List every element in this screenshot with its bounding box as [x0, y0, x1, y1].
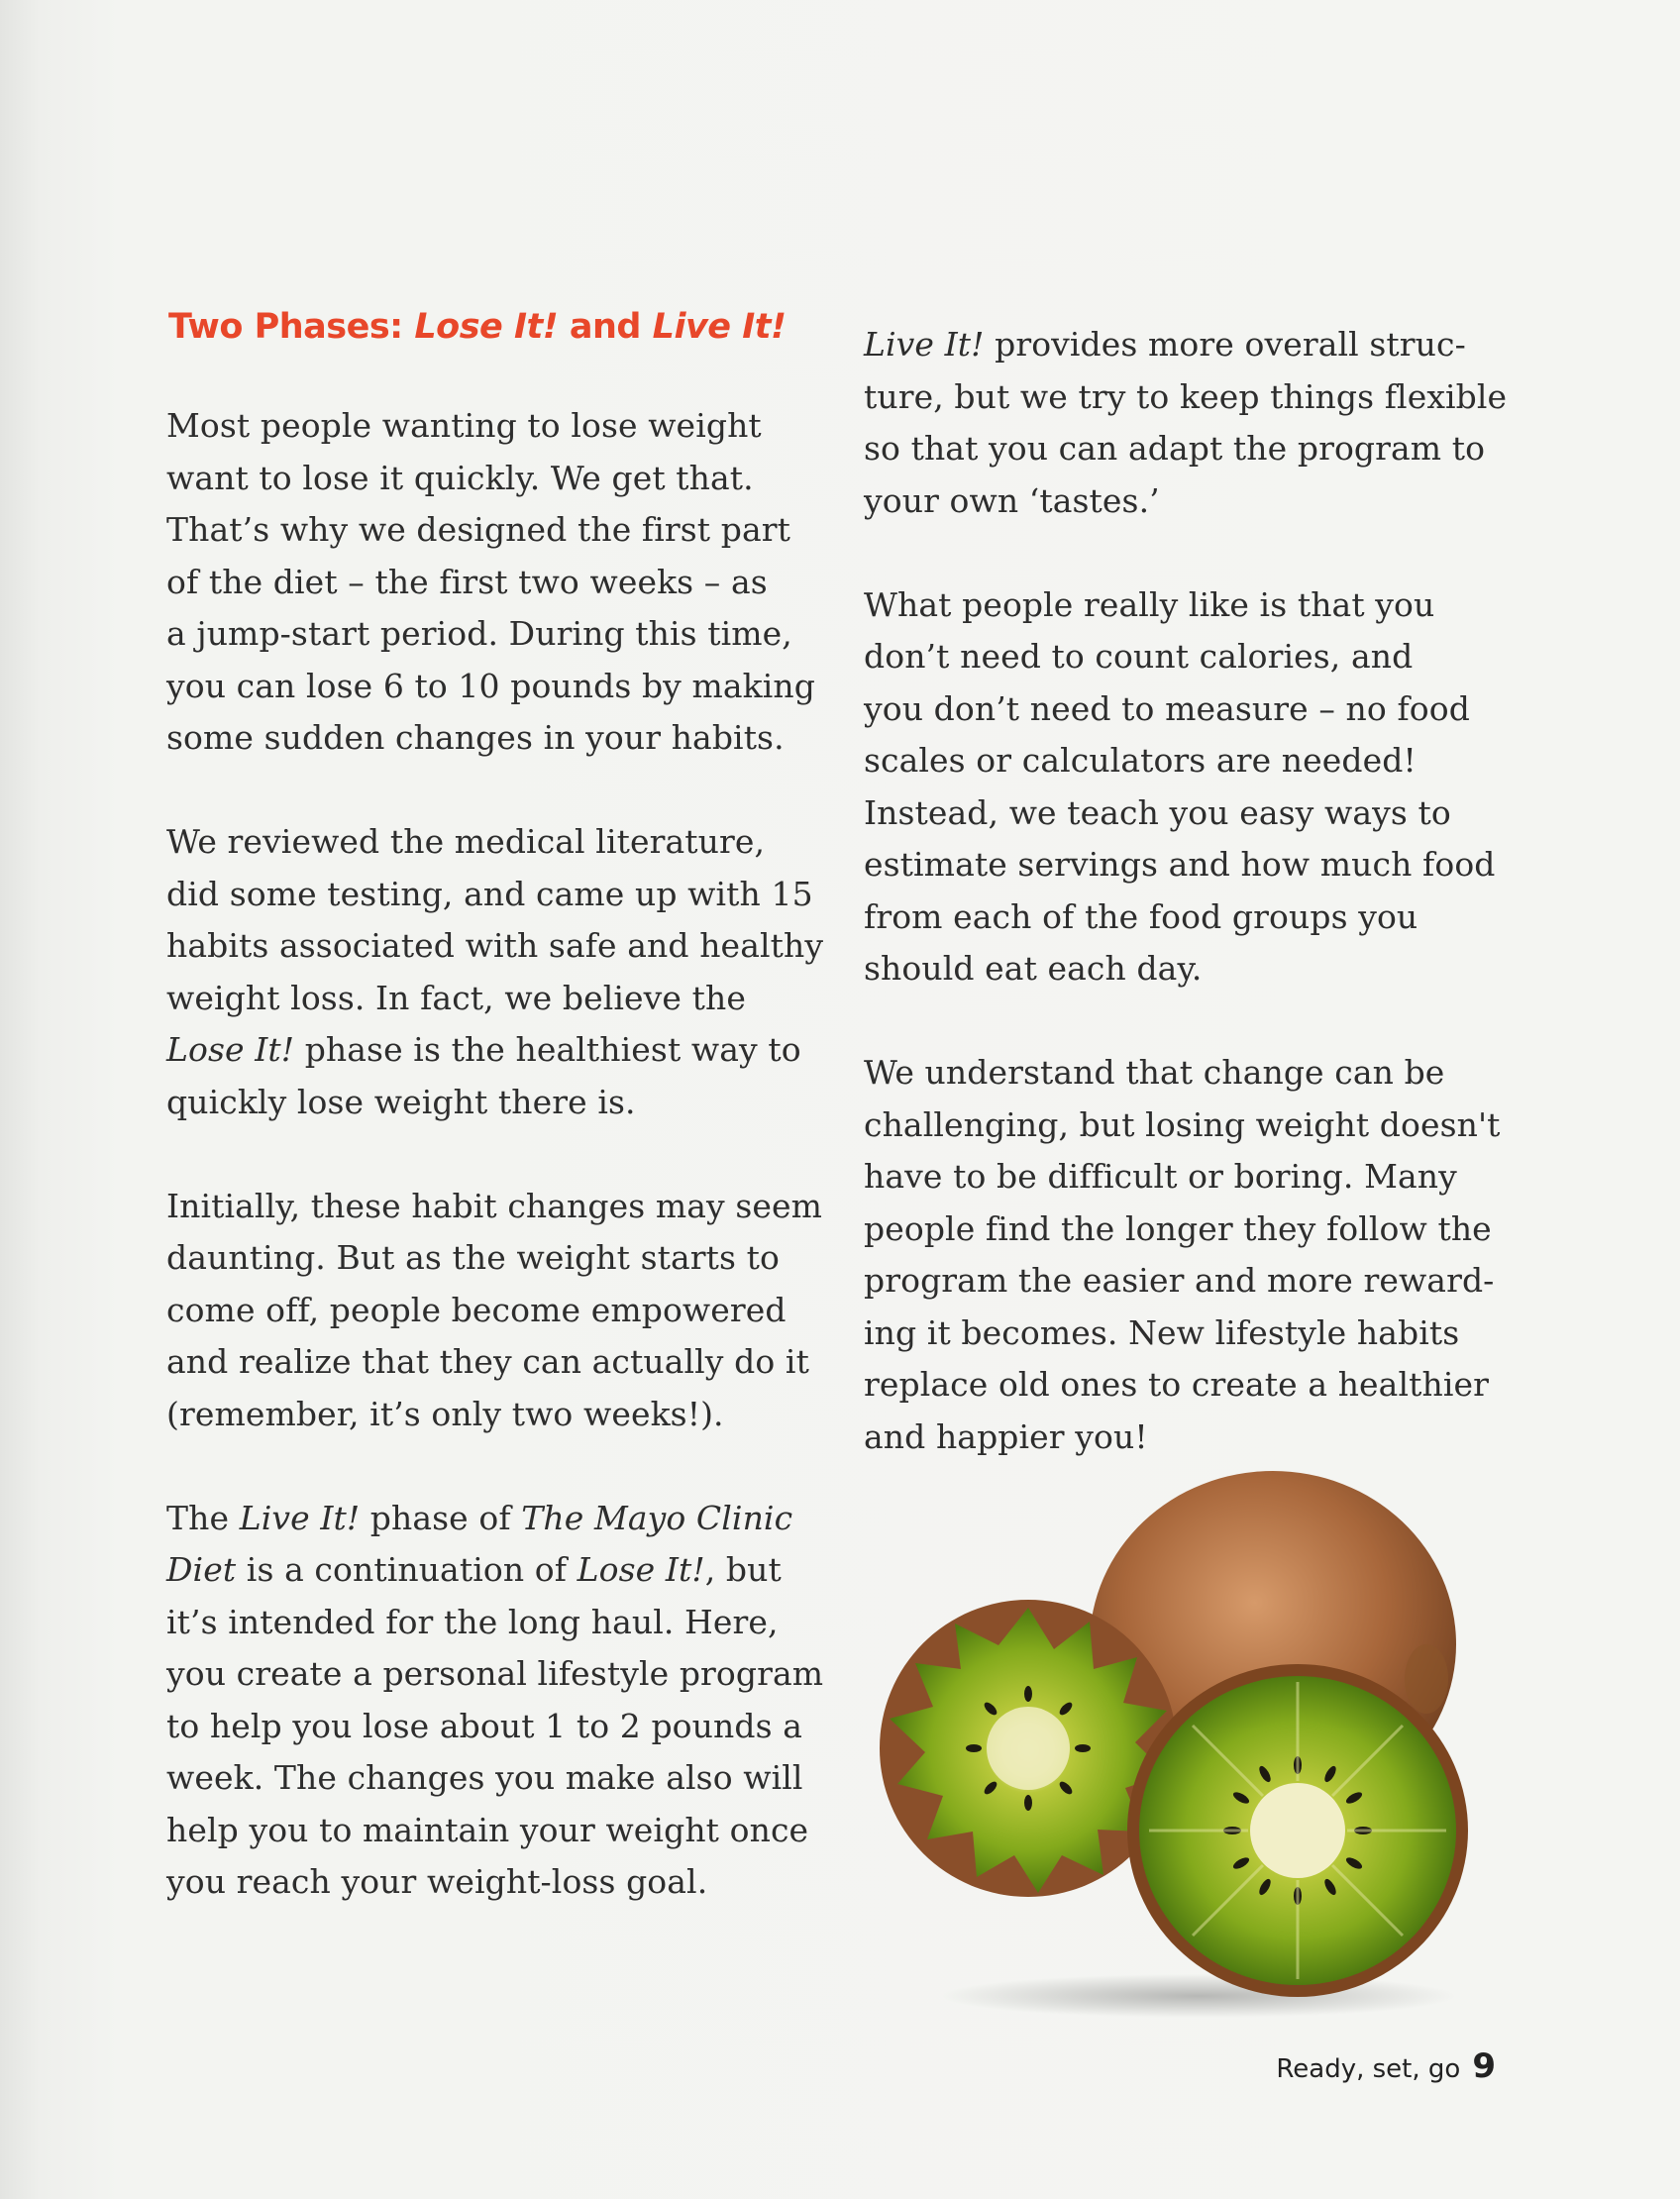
text-line: quickly lose weight there is.: [166, 1082, 636, 1121]
text-line: should eat each day.: [864, 949, 1203, 988]
text-line: a jump-start period. During this time,: [166, 614, 792, 653]
text-line: you create a personal lifestyle program: [166, 1654, 824, 1693]
text-line: [166, 1493, 830, 1545]
text-line: ing it becomes. New lifestyle habits: [864, 1312, 1460, 1352]
italic-book-title: The Mayo Clinic: [521, 1498, 793, 1537]
page-number: 9: [1472, 2046, 1496, 2086]
text-line: you don’t need to measure – no food: [864, 688, 1470, 728]
paragraph-live-it-structure: [864, 319, 1508, 527]
heading-prefix: Two Phases:: [168, 307, 415, 347]
italic-term: Lose It!: [577, 1550, 705, 1589]
right-column: [864, 319, 1508, 1516]
text-line: some sudden changes in your habits.: [166, 718, 785, 757]
paragraph-habit-changes: [166, 1181, 830, 1441]
text-line: daunting. But as the weight starts to: [166, 1238, 780, 1277]
text-line: replace old ones to create a healthier: [864, 1365, 1489, 1404]
text-line: to help you lose about 1 to 2 pounds a: [166, 1706, 802, 1745]
text-line: Instead, we teach you easy ways to: [864, 792, 1451, 832]
text-line: come off, people become empowered: [166, 1290, 787, 1329]
paragraph-change-challenging: [864, 1047, 1501, 1463]
text-line: you can lose 6 to 10 pounds by making: [166, 666, 816, 705]
text-segment: phase of: [360, 1498, 522, 1537]
text-line: Most people wanting to lose weight: [166, 406, 762, 445]
italic-term: Live It!: [864, 325, 985, 364]
page-footer: [1276, 2046, 1496, 2086]
text-line: and realize that they can actually do it: [166, 1342, 809, 1381]
text-line: and happier you!: [864, 1416, 1148, 1456]
text-line: We reviewed the medical literature,: [166, 822, 766, 861]
heading-conjunction: and: [558, 307, 653, 347]
kiwi-fruit-image: [872, 1446, 1516, 2021]
text-line: weight loss. In fact, we believe the: [166, 978, 746, 1017]
text-line: from each of the food groups you: [864, 896, 1418, 936]
italic-term: Live It!: [239, 1498, 361, 1537]
text-segment: provides more overall struc-: [984, 325, 1466, 364]
text-segment: , but: [704, 1550, 782, 1589]
text-line: it’s intended for the long haul. Here,: [166, 1602, 779, 1641]
text-line: estimate servings and how much food: [864, 845, 1496, 884]
text-line: don’t need to count calories, and: [864, 637, 1414, 676]
text-segment: is a continuation of: [236, 1550, 578, 1589]
text-line: did some testing, and came up with 15: [166, 874, 813, 913]
text-line: habits associated with safe and healthy: [166, 926, 824, 965]
text-line: your own ‘tastes.’: [864, 480, 1160, 520]
text-line: We understand that change can be: [864, 1053, 1445, 1092]
text-line: help you to maintain your weight once: [166, 1810, 809, 1849]
paragraph-intro: [166, 400, 830, 765]
text-line: (remember, it’s only two weeks!).: [166, 1394, 724, 1433]
text-line: [166, 1544, 830, 1597]
left-column: [166, 400, 830, 1960]
italic-book-title: Diet: [166, 1550, 237, 1589]
text-line: What people really like is that you: [864, 584, 1435, 624]
text-line: scales or calculators are needed!: [864, 741, 1417, 780]
heading-phase-live-it: Live It!: [652, 307, 787, 347]
italic-term: Lose It!: [166, 1030, 295, 1069]
section-heading: [168, 307, 786, 347]
text-line: people find the longer they follow the: [864, 1208, 1492, 1248]
text-line: ture, but we try to keep things flexible: [864, 376, 1508, 416]
text-line: want to lose it quickly. We get that.: [166, 458, 754, 497]
paragraph-research: [166, 816, 830, 1128]
text-line: week. The changes you make also will: [166, 1758, 803, 1797]
text-segment: phase is the healthiest way to: [294, 1030, 801, 1069]
paragraph-no-counting: [864, 579, 1498, 995]
section-title: Ready, set, go: [1276, 2054, 1461, 2084]
text-line: challenging, but losing weight doesn't: [864, 1104, 1501, 1144]
text-line: Initially, these habit changes may seem: [166, 1186, 823, 1225]
text-segment: The: [166, 1498, 240, 1537]
text-line: [166, 1024, 830, 1077]
heading-phase-lose-it: Lose It!: [414, 307, 559, 347]
text-line: That’s why we designed the first part: [166, 510, 790, 549]
text-line: [864, 319, 1498, 371]
text-line: program the easier and more reward-: [864, 1261, 1495, 1300]
text-line: you reach your weight-loss goal.: [166, 1862, 708, 1901]
paragraph-live-it-phase: [166, 1493, 830, 1909]
text-line: of the diet – the first two weeks – as: [166, 562, 768, 601]
text-line: so that you can adapt the program to: [864, 429, 1486, 468]
text-line: have to be difficult or boring. Many: [864, 1157, 1457, 1196]
